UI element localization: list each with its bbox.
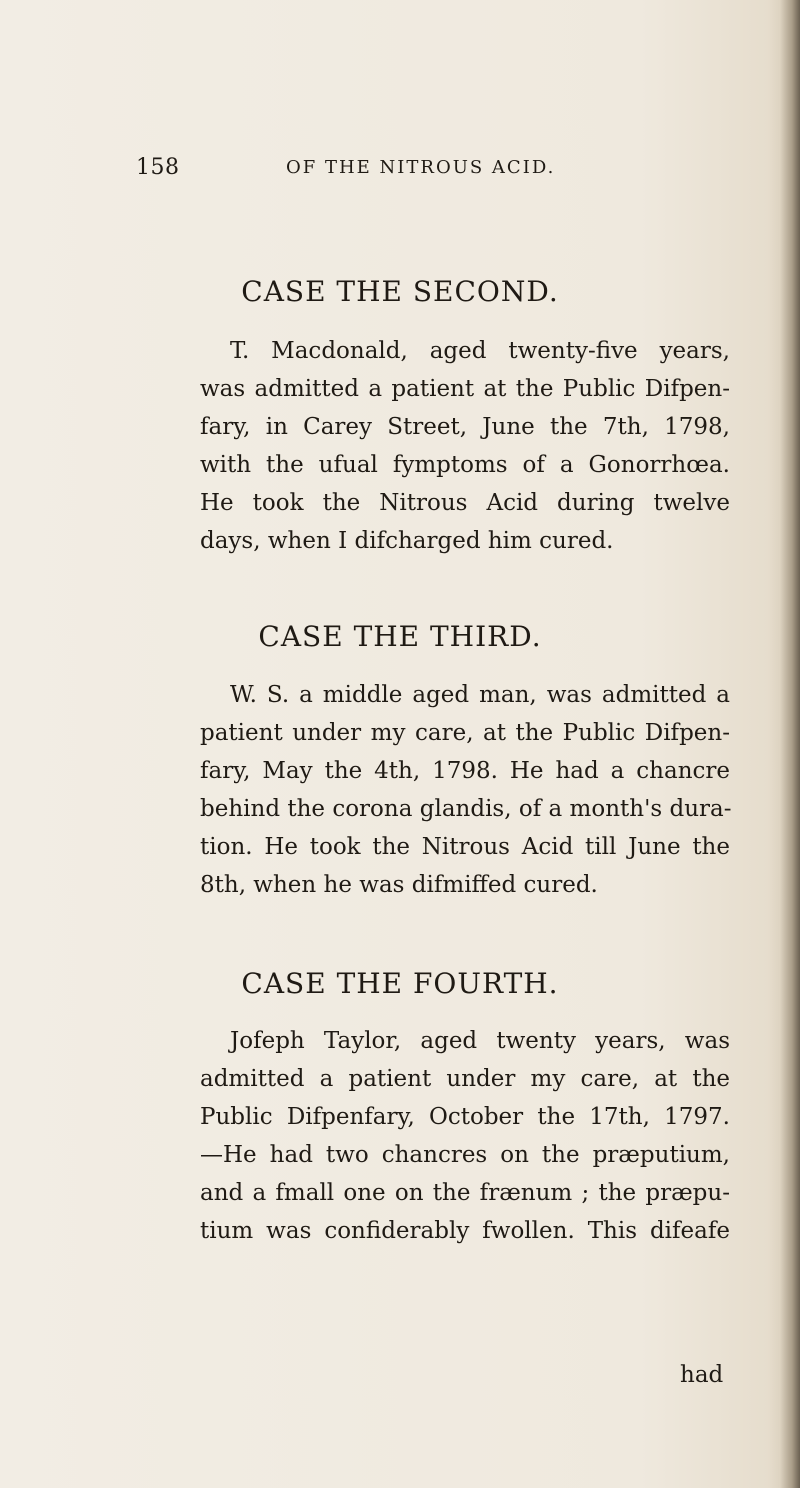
section-title-third: CASE THE THIRD. <box>258 620 542 653</box>
text-line: —He had two chancres on the præputium, <box>200 1142 730 1168</box>
page-edge-shadow <box>780 0 800 1488</box>
catchword: had <box>680 1362 724 1388</box>
text-line: Public Difpenfary, October the 17th, 1797. <box>200 1104 730 1130</box>
page-header <box>136 155 736 185</box>
section-title-fourth: CASE THE FOURTH. <box>241 967 559 1000</box>
text-line: with the ufual fymptoms of a Gonorrhœa. <box>200 452 730 478</box>
text-line: and a fmall one on the frænum ; the præpu- <box>200 1180 730 1206</box>
running-head: OF THE NITROUS ACID. <box>286 157 556 178</box>
text-line: days, when I difcharged him cured. <box>200 528 614 554</box>
text-line: W. S. a middle aged man, was admitted a <box>230 682 730 708</box>
text-line: behind the corona glandis, of a month's dura- <box>200 796 732 822</box>
text-line: admitted a patient under my care, at the <box>200 1066 730 1092</box>
section-title-second: CASE THE SECOND. <box>241 275 559 308</box>
paragraph-case-second <box>200 332 730 560</box>
text-line: fary, May the 4th, 1798. He had a chancre <box>200 758 730 784</box>
text-line: fary, in Carey Street, June the 7th, 1798, <box>200 414 730 440</box>
paragraph-case-fourth <box>200 1022 730 1250</box>
text-line: patient under my care, at the Public Difpen- <box>200 720 730 746</box>
text-line: was admitted a patient at the Public Difpen- <box>200 376 730 402</box>
text-line: 8th, when he was difmiffed cured. <box>200 872 598 898</box>
paragraph-case-third <box>200 676 730 904</box>
text-line: tium was confiderably fwollen. This difeafe <box>200 1218 730 1244</box>
text-line: He took the Nitrous Acid during twelve <box>200 490 730 516</box>
text-line: Jofeph Taylor, aged twenty years, was <box>230 1028 730 1054</box>
text-line: tion. He took the Nitrous Acid till June the <box>200 834 730 860</box>
text-line: T. Macdonald, aged twenty-five years, <box>230 338 730 364</box>
page-number: 158 <box>136 155 180 180</box>
